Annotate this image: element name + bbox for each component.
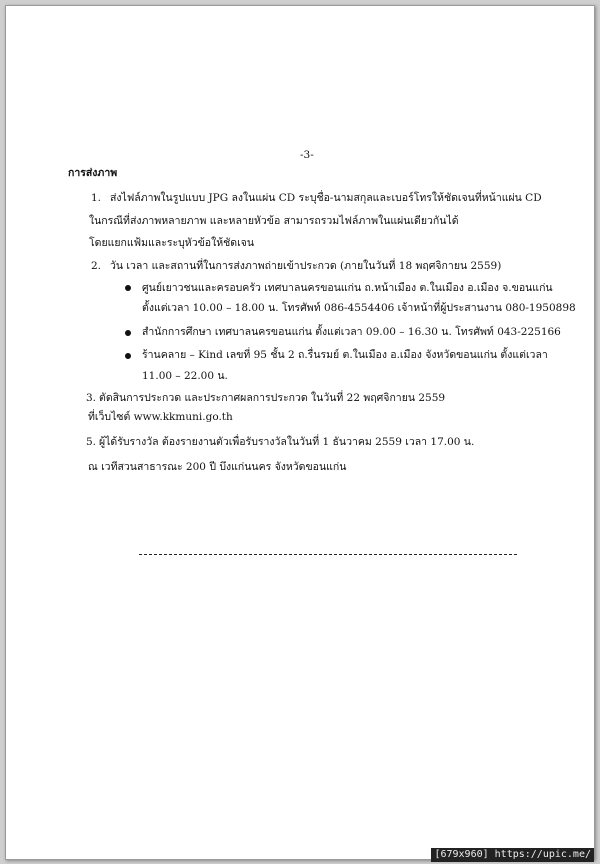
- bullet-2-line-1: สำนักการศึกษา เทศบาลนครขอนแก่น ตั้งแต่เวลา 09.00 – 16.30 น. โทรศัพท์ 043-225166: [142, 326, 561, 338]
- item-5-line-2: ณ เวทีสวนสาธารณะ 200 ปี บึงแก่นนคร จังหวัดขอนแก่น: [88, 461, 347, 473]
- bullet-2-marker: [125, 330, 131, 336]
- item-1-line-2: ในกรณีที่ส่งภาพหลายภาพ และหลายหัวข้อ สามารถรวมไฟล์ภาพในแผ่นเดียวกันได้: [89, 215, 459, 227]
- bullet-1-line-2: ตั้งแต่เวลา 10.00 – 18.00 น. โทรศัพท์ 086-4554406 เจ้าหน้าที่ผู้ประสานงาน 080-1950898: [142, 302, 576, 314]
- item-2-text: วัน เวลา และสถานที่ในการส่งภาพถ่ายเข้าประกวด (ภายในวันที่ 18 พฤศจิกายน 2559): [110, 260, 502, 272]
- bullet-3-line-2: 11.00 – 22.00 น.: [142, 370, 228, 382]
- item-1-line-3: โดยแยกแฟ้มและระบุหัวข้อให้ชัดเจน: [89, 237, 255, 249]
- item-5-number: 5.: [86, 436, 97, 448]
- item-1-line-1: ส่งไฟล์ภาพในรูปแบบ JPG ลงในแผ่น CD ระบุชื่อ-นามสกุลและเบอร์โทรให้ชัดเจนที่หน้าแผ่น CD: [110, 192, 542, 204]
- watermark-banner: [679x960] https://upic.me/: [431, 848, 594, 862]
- bullet-3-line-1: ร้านคลาย – Kind เลขที่ 95 ชั้น 2 ถ.รื่นรมย์ ต.ในเมือง อ.เมือง จังหวัดขอนแก่น ตั้งแต่เวลา: [142, 349, 548, 361]
- item-1-number: 1.: [91, 192, 102, 204]
- item-5-line-1: ผู้ได้รับรางวัล ต้องรายงานตัวเพื่อรับรางวัลในวันที่ 1 ธันวาคม 2559 เวลา 17.00 น.: [99, 436, 475, 448]
- bullet-3-marker: [125, 353, 131, 359]
- item-3-number: 3.: [86, 392, 97, 404]
- section-title: การส่งภาพ: [68, 167, 118, 179]
- item-2-number: 2.: [91, 260, 102, 272]
- bullet-1-line-1: ศูนย์เยาวชนและครอบครัว เทศบาลนครขอนแก่น ถ.หน้าเมือง ต.ในเมือง อ.เมือง จ.ขอนแก่น: [142, 282, 553, 294]
- dashed-divider: [139, 554, 517, 555]
- bullet-1-marker: [125, 285, 131, 291]
- item-3-line-1: ตัดสินการประกวด และประกาศผลการประกวด ในวันที่ 22 พฤศจิกายน 2559: [99, 392, 446, 404]
- item-3-line-2: ที่เว็บไซต์ www.kkmuni.go.th: [88, 411, 233, 423]
- document-page: [5, 5, 595, 860]
- page-number: -3-: [300, 149, 314, 161]
